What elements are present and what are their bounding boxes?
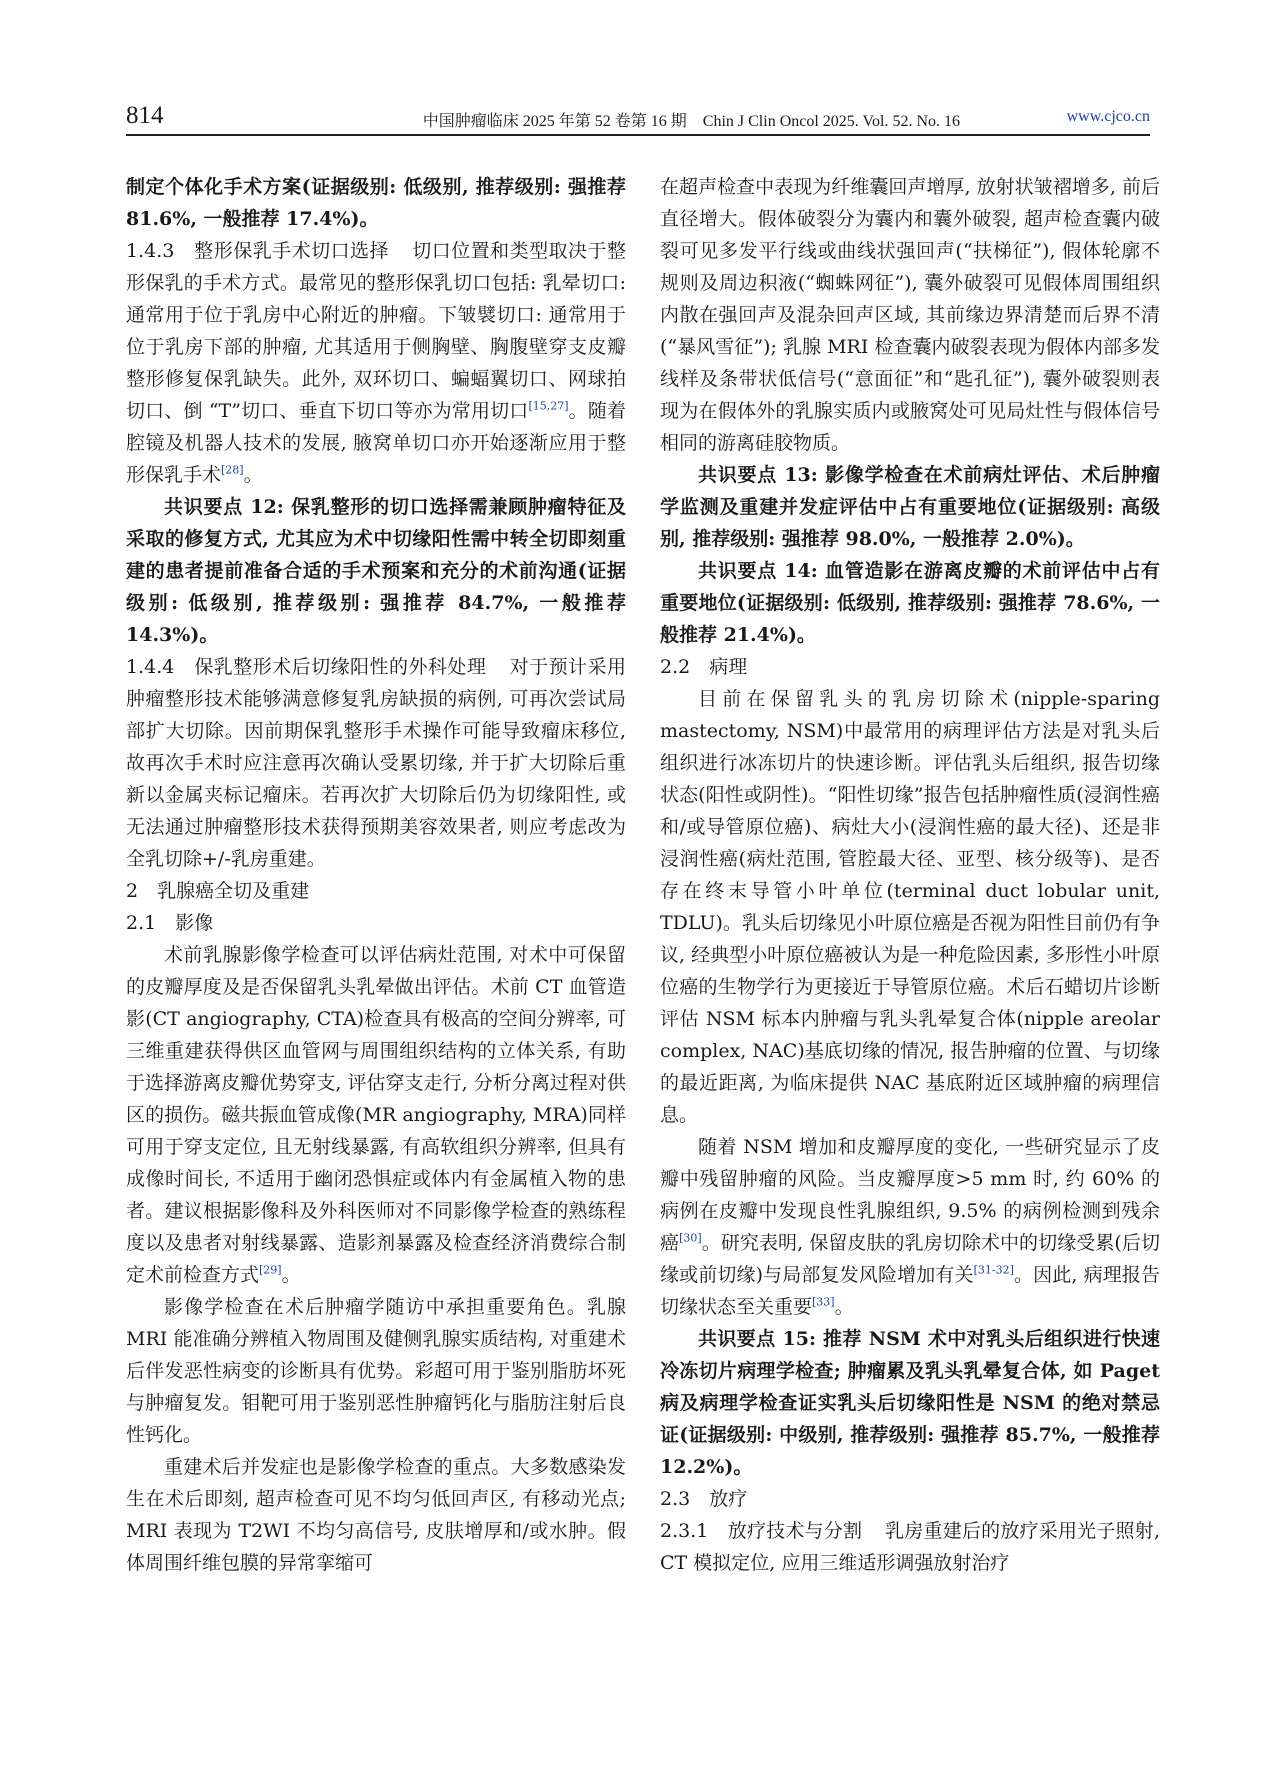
section-heading-2-1: 2.1 影像 xyxy=(126,912,214,934)
section-heading-2-3-1: 2.3.1 放疗技术与分割 xyxy=(660,1520,863,1542)
imaging-paragraph-3-continued: 在超声检查中表现为纤维囊回声增厚, 放射状皱褶增多, 前后直径增大。假体破裂分为囊内和囊外破裂, 超声检查囊内破裂可见多发平行线或曲线状强回声(“扶梯征”), 假体轮廓不规则及周边积液(“蜘蛛网征”), 囊外破裂可见假体周围组织内散在强回声及混杂回声区域, 其前缘边界清楚而后界不清(“暴风雪征”); 乳腺 MRI 检查囊内破裂表现为假体内部多发线样及条带状低信号(“意面征”和“匙孔征”), 囊外破裂则表现为在假体外的乳腺实质内或腋窝处可见局灶性与假体信号相同的游离硅胶物质。 xyxy=(660,176,1160,454)
section-heading-1-4-3: 1.4.3 整形保乳手术切口选择 xyxy=(126,240,389,262)
section-heading-1-4-4: 1.4.4 保乳整形术后切缘阳性的外科处理 xyxy=(126,656,487,678)
citation-link[interactable]: [29] xyxy=(259,1263,282,1277)
right-column xyxy=(660,171,1160,1579)
imaging-paragraph-3: 重建术后并发症也是影像学检查的重点。大多数感染发生在术后即刻, 超声检查可见不均匀低回声区, 有移动光点; MRI 表现为 T2WI 不均匀高信号, 皮肤增厚和/或水肿。假体周围纤维包膜的异常挛缩可 xyxy=(126,1456,626,1574)
section-1-4-3: 1.4.3 整形保乳手术切口选择 切口位置和类型取决于整形保乳的手术方式。最常见的整形保乳切口包括: 乳晕切口: 通常用于位于乳房中心附近的肿瘤。下皱襞切口: 通常用于位于乳房下部的肿瘤, 尤其适用于侧胸壁、胸腹壁穿支皮瓣整形修复保乳缺失。此外, 双环切口、蝙蝠翼切口、网球拍切口、倒 “T”切口、垂直下切口等亦为常用切口[15,27]。随着腔镜及机器人技术的发展, 腋窝单切口亦开始逐渐应用于整形保乳手术[28]。 xyxy=(126,240,626,486)
citation-link[interactable]: [30] xyxy=(679,1231,702,1245)
pathology-paragraph-2: 随着 NSM 增加和皮瓣厚度的变化, 一些研究显示了皮瓣中残留肿瘤的风险。当皮瓣厚度>5 mm 时, 约 60% 的病例在皮瓣中发现良性乳腺组织, 9.5% 的病例检测到残余癌[30]。研究表明, 保留皮肤的乳房切除术中的切缘受累(后切缘或前切缘)与局部复发风险增加有关[31-32]。因此, 病理报告切缘状态至关重要[33]。 xyxy=(660,1136,1160,1318)
left-column xyxy=(126,171,626,1579)
consensus-point-15: 共识要点 15: 推荐 NSM 术中对乳头后组织进行快速冷冻切片病理学检查; 肿瘤累及乳头乳晕复合体, 如 Paget 病及病理学检查证实乳头后切缘阳性是 NSM 的绝对禁忌证(证据级别: 中级别, 推荐级别: 强推荐 85.7%, 一般推荐 12.2%)。 xyxy=(660,1328,1160,1478)
journal-citation: 中国肿瘤临床 2025 年第 52 卷第 16 期 Chin J Clin Oncol 2025. Vol. 52. No. 16 xyxy=(422,113,960,130)
citation-link[interactable]: [33] xyxy=(812,1295,835,1309)
journal-website-link[interactable]: www.cjco.cn xyxy=(1066,108,1150,125)
consensus-point-14: 共识要点 14: 血管造影在游离皮瓣的术前评估中占有重要地位(证据级别: 低级别, 推荐级别: 强推荐 78.6%, 一般推荐 21.4%)。 xyxy=(660,560,1160,646)
recommendation-continuation: 制定个体化手术方案(证据级别: 低级别, 推荐级别: 强推荐 81.6%, 一般推荐 17.4%)。 xyxy=(126,176,626,230)
section-heading-2-2: 2.2 病理 xyxy=(660,656,748,678)
section-heading-2: 2 乳腺癌全切及重建 xyxy=(126,880,310,902)
page-header xyxy=(126,100,1150,136)
citation-link[interactable]: [28] xyxy=(221,463,244,477)
section-heading-2-3: 2.3 放疗 xyxy=(660,1488,748,1510)
citation-link[interactable]: [31-32] xyxy=(973,1263,1014,1277)
imaging-paragraph-1: 术前乳腺影像学检查可以评估病灶范围, 对术中可保留的皮瓣厚度及是否保留乳头乳晕做出评估。术前 CT 血管造影(CT angiography, CTA)检查具有极高的空间分辨率, 可三维重建获得供区血管网与周围组织结构的立体关系, 有助于选择游离皮瓣优势穿支, 评估穿支走行, 分析分离过程对供区的损伤。磁共振血管成像(MR angiography, MRA)同样可用于穿支定位, 且无射线暴露, 有高软组织分辨率, 但具有成像时间长, 不适用于幽闭恐惧症或体内有金属植入物的患者。建议根据影像科及外科医师对不同影像学检查的熟练程度以及患者对射线暴露、造影剂暴露及检查经济消费综合制定术前检查方式[29]。 xyxy=(126,944,626,1286)
citation-link[interactable]: [15,27] xyxy=(528,399,569,413)
pathology-paragraph-1: 目前在保留乳头的乳房切除术(nipple-sparing mastectomy, NSM)中最常用的病理评估方法是对乳头后组织进行冰冻切片的快速诊断。评估乳头后组织, 报告切缘状态(阳性或阴性)。“阳性切缘”报告包括肿瘤性质(浸润性癌和/或导管原位癌)、病灶大小(浸润性癌的最大径)、还是非浸润性癌(病灶范围, 管腔最大径、亚型、核分级等)、是否存在终末导管小叶单位(terminal duct lobular unit, TDLU)。乳头后切缘见小叶原位癌是否视为阳性目前仍有争议, 经典型小叶原位癌被认为是一种危险因素, 多形性小叶原位癌的生物学行为更接近于导管原位癌。术后石蜡切片诊断评估 NSM 标本内肿瘤与乳头乳晕复合体(nipple areolar complex, NAC)基底切缘的情况, 报告肿瘤的位置、与切缘的最近距离, 为临床提供 NAC 基底附近区域肿瘤的病理信息。 xyxy=(660,688,1160,1126)
consensus-point-13: 共识要点 13: 影像学检查在术前病灶评估、术后肿瘤学监测及重建并发症评估中占有重要地位(证据级别: 高级别, 推荐级别: 强推荐 98.0%, 一般推荐 2.0%)。 xyxy=(660,464,1160,550)
consensus-point-12: 共识要点 12: 保乳整形的切口选择需兼顾肿瘤特征及采取的修复方式, 尤其应为术中切缘阳性需中转全切即刻重建的患者提前准备合适的手术预案和充分的术前沟通(证据级别: 低级别, 推荐级别: 强推荐 84.7%, 一般推荐 14.3%)。 xyxy=(126,496,626,646)
section-2-3-1: 2.3.1 放疗技术与分割 乳房重建后的放疗采用光子照射, CT 模拟定位, 应用三维适形调强放射治疗 xyxy=(660,1520,1160,1574)
imaging-paragraph-2: 影像学检查在术后肿瘤学随访中承担重要角色。乳腺 MRI 能准确分辨植入物周围及健侧乳腺实质结构, 对重建术后伴发恶性病变的诊断具有优势。彩超可用于鉴别脂肪坏死与肿瘤复发。钼靶可用于鉴别恶性肿瘤钙化与脂肪注射后良性钙化。 xyxy=(126,1296,626,1446)
page-number: 814 xyxy=(126,102,164,129)
section-1-4-4: 1.4.4 保乳整形术后切缘阳性的外科处理 对于预计采用肿瘤整形技术能够满意修复乳房缺损的病例, 可再次尝试局部扩大切除。因前期保乳整形手术操作可能导致瘤床移位, 故再次手术时应注意再次确认受累切缘, 并于扩大切除后重新以金属夹标记瘤床。若再次扩大切除后仍为切缘阳性, 或无法通过肿瘤整形技术获得预期美容效果者, 则应考虑改为全乳切除+/-乳房重建。 xyxy=(126,656,626,870)
